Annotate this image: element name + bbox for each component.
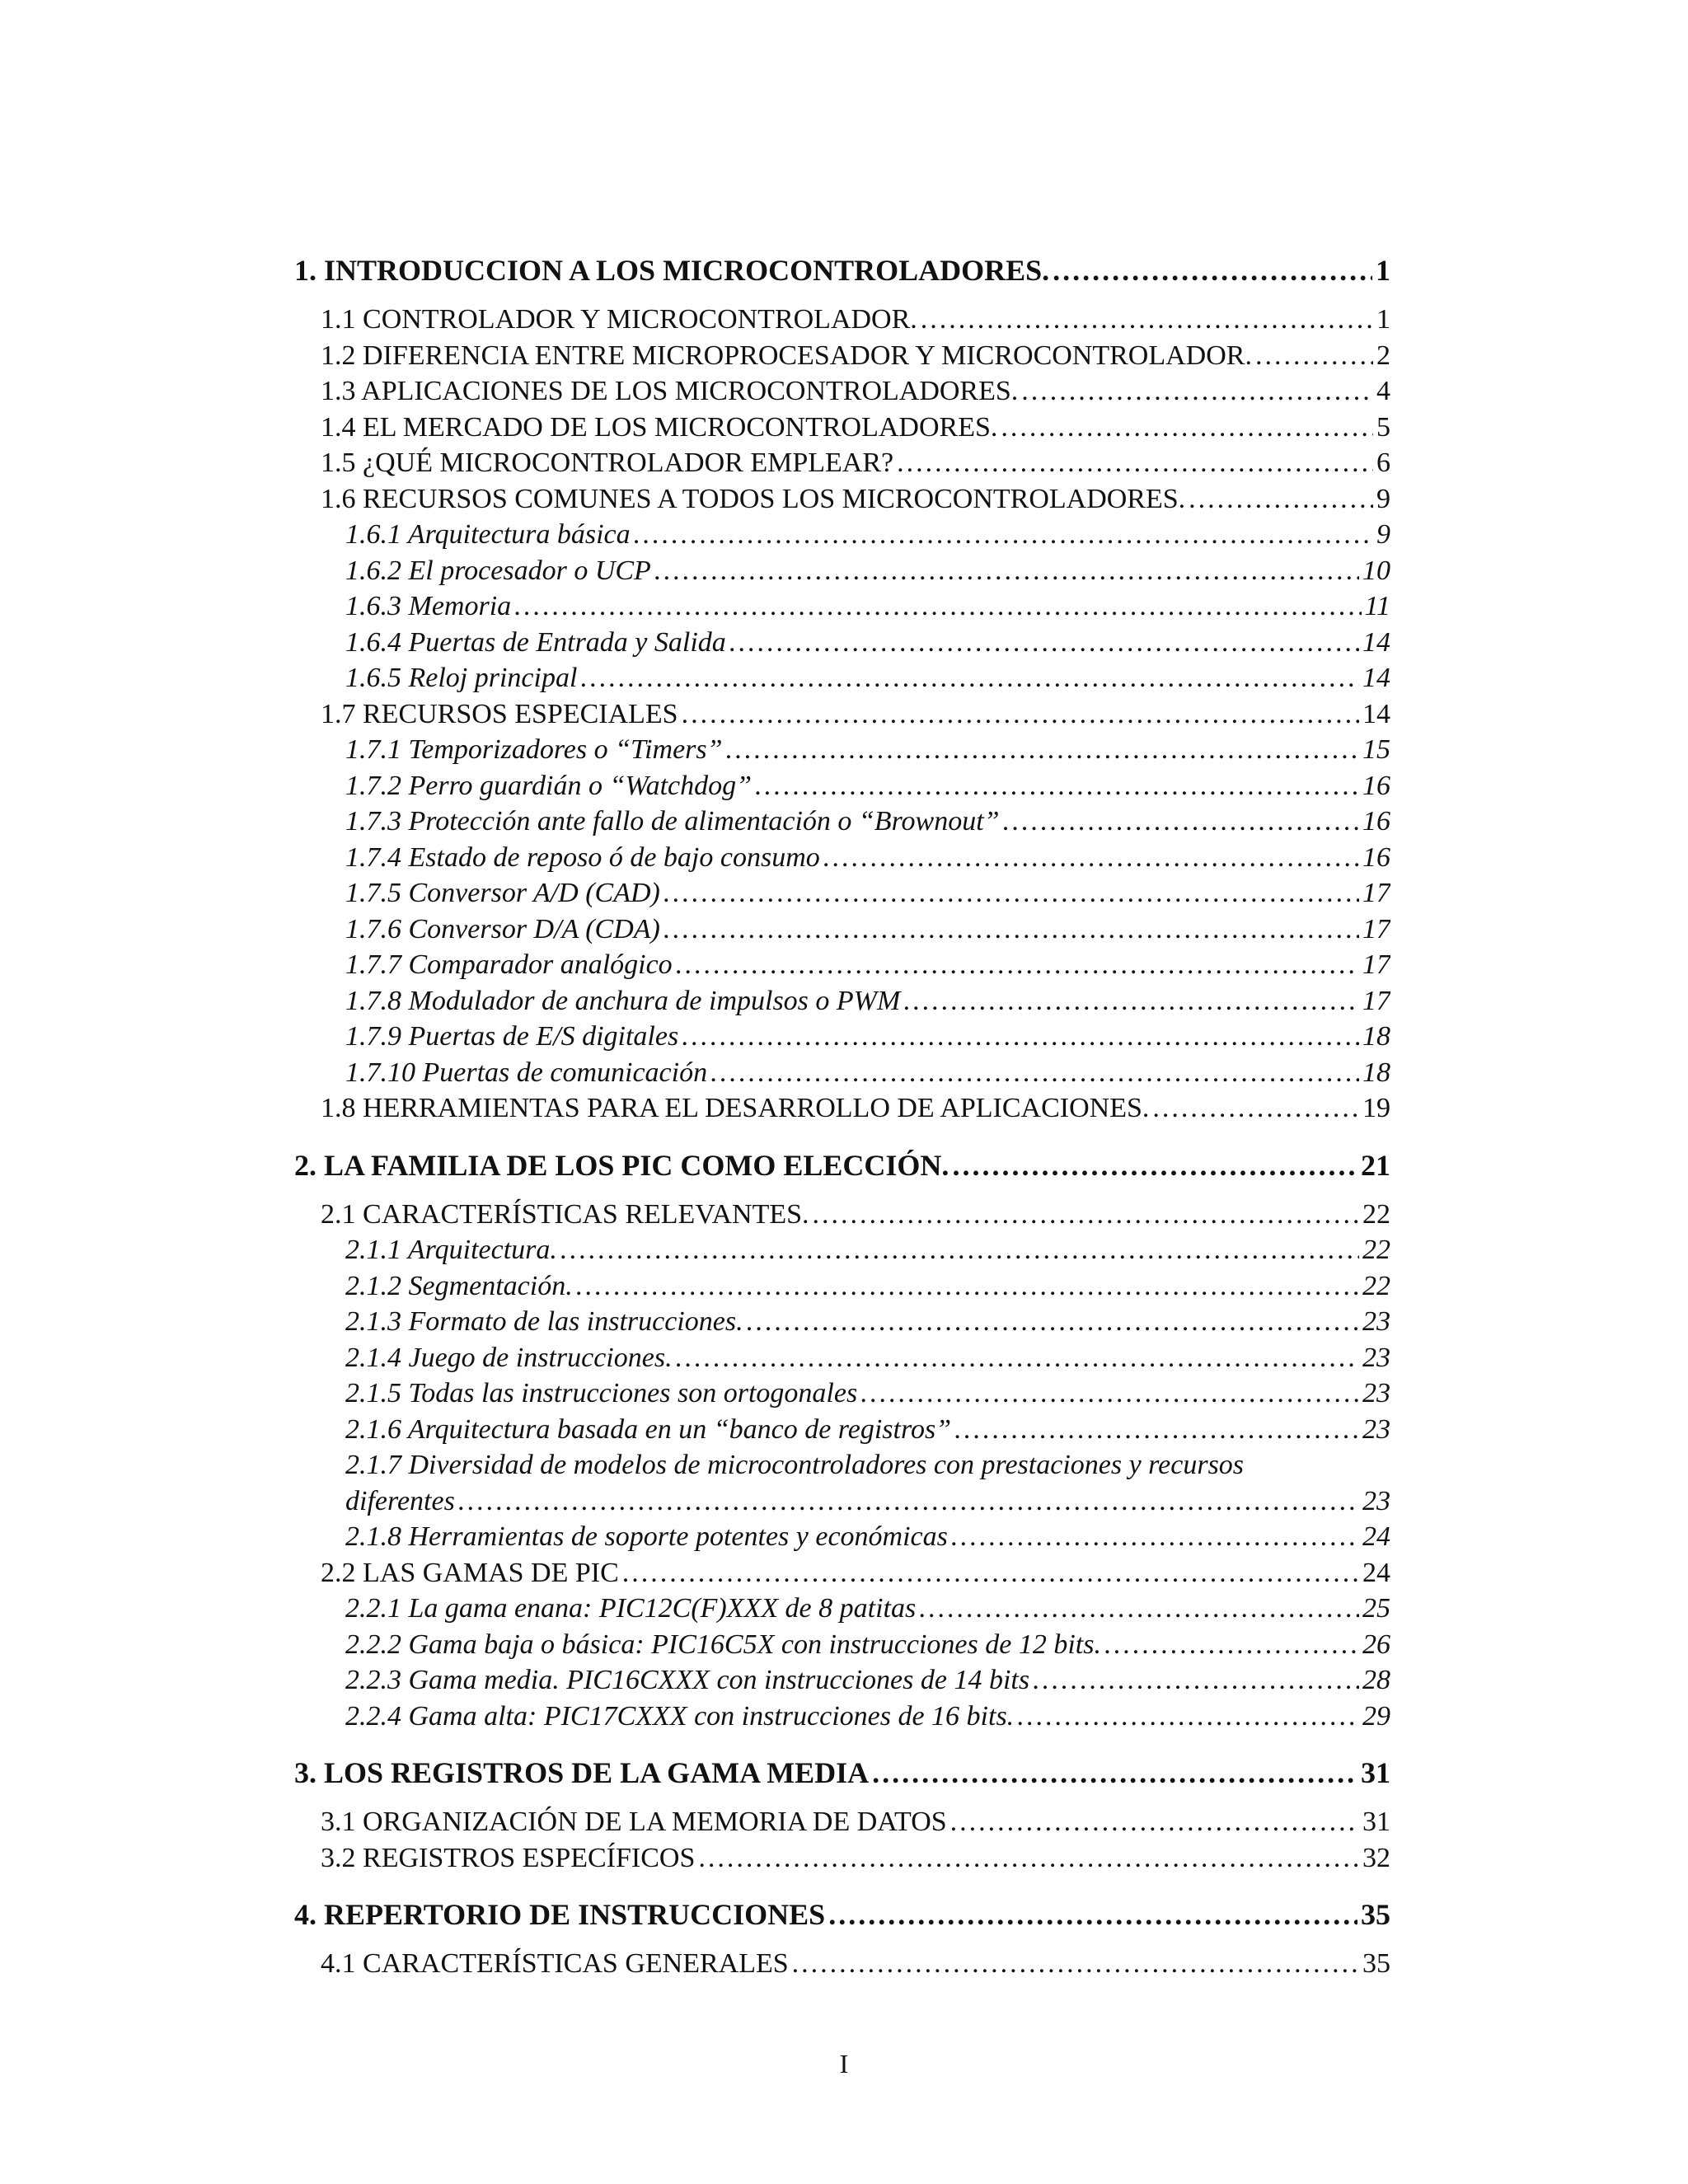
toc-entry-label: 2.1.5 Todas las instrucciones son ortogonales bbox=[345, 1378, 858, 1408]
dot-leader bbox=[919, 1591, 1359, 1627]
toc-page-number: 26 bbox=[1362, 1629, 1390, 1660]
toc-page-number: 22 bbox=[1362, 1198, 1390, 1230]
toc-page-number: 22 bbox=[1362, 1270, 1390, 1301]
page-number: I bbox=[839, 2049, 849, 2079]
dot-leader bbox=[813, 1197, 1359, 1233]
toc-page-number: 9 bbox=[1376, 483, 1390, 514]
toc-page-number: 6 bbox=[1376, 448, 1390, 478]
toc-section-initial: ¿Q bbox=[363, 448, 396, 478]
toc-section-number: 1.4 bbox=[321, 411, 363, 443]
toc-section[interactable] bbox=[294, 1840, 1390, 1877]
toc-page-number: 31 bbox=[1362, 1807, 1390, 1837]
dot-leader bbox=[1152, 1090, 1359, 1127]
dot-leader bbox=[755, 768, 1359, 804]
dot-leader bbox=[710, 1055, 1359, 1091]
toc-entry-label bbox=[321, 1090, 1152, 1127]
dot-leader bbox=[676, 1340, 1359, 1376]
toc-entry-label: 2.2.3 Gama media. PIC16CXXX con instrucciones de 14 bits bbox=[345, 1665, 1030, 1695]
toc-page-number: 22 bbox=[1362, 1235, 1390, 1265]
toc-section-title: ONTROLADOR Y MICROCONTROLADOR. bbox=[381, 304, 917, 335]
toc-section[interactable] bbox=[294, 373, 1390, 410]
toc-subsection[interactable] bbox=[294, 1519, 1390, 1555]
toc-entry-label: 2.1.8 Herramientas de soporte potentes y económicas bbox=[345, 1521, 948, 1552]
toc-entry-label: 2. LA FAMILIA DE LOS PIC COMO ELECCIÓN. bbox=[294, 1148, 950, 1182]
toc-page-number: 23 bbox=[1362, 1342, 1390, 1373]
toc-entry-label: diferentes bbox=[345, 1485, 455, 1516]
toc-subsection[interactable] bbox=[294, 1627, 1390, 1663]
toc-section[interactable] bbox=[294, 1197, 1390, 1233]
toc-page-number: 17 bbox=[1362, 949, 1390, 980]
toc-subsection[interactable] bbox=[294, 1376, 1390, 1412]
toc-section-title: EGISTROS ESPECÍFICOS bbox=[381, 1842, 696, 1873]
toc-page-number: 23 bbox=[1362, 1485, 1390, 1516]
toc-section-number: 2.2 bbox=[321, 1557, 363, 1588]
toc-section[interactable] bbox=[294, 1090, 1390, 1127]
toc-page-number: 9 bbox=[1376, 519, 1390, 550]
dot-leader bbox=[676, 947, 1359, 983]
toc-entry-label: 1.6.5 Reloj principal bbox=[345, 663, 578, 693]
toc-subsection[interactable] bbox=[294, 625, 1390, 661]
toc-page-number: 2 bbox=[1376, 340, 1390, 371]
toc-section[interactable] bbox=[294, 1555, 1390, 1591]
toc-section-title: ARACTERÍSTICAS GENERALES bbox=[381, 1948, 789, 1979]
toc-entry-label: 2.1.2 Segmentación. bbox=[345, 1270, 573, 1301]
dot-leader bbox=[954, 1412, 1359, 1448]
toc-page-number: 14 bbox=[1362, 626, 1390, 658]
dot-leader bbox=[1189, 481, 1373, 518]
toc-entry-label: 1.6.2 El procesador o UCP bbox=[345, 555, 651, 586]
toc-subsection[interactable] bbox=[294, 983, 1390, 1019]
toc-page-number: 32 bbox=[1362, 1842, 1390, 1873]
dot-leader bbox=[682, 1019, 1359, 1055]
toc-entry-label bbox=[321, 373, 1021, 410]
toc-section[interactable] bbox=[294, 338, 1390, 374]
toc-page-number: 5 bbox=[1376, 411, 1390, 443]
toc-subsection[interactable] bbox=[294, 840, 1390, 876]
toc-section-initial: H bbox=[363, 1093, 383, 1123]
toc-section-number: 1.3 bbox=[321, 376, 362, 406]
toc-page-number: 23 bbox=[1362, 1413, 1390, 1445]
toc-entry-label: 2.1.3 Formato de las instrucciones. bbox=[345, 1306, 743, 1337]
toc-section-number: 1.7 RECURSOS ESPECIALES bbox=[321, 698, 678, 729]
dot-leader bbox=[634, 517, 1373, 553]
dot-leader bbox=[698, 1840, 1359, 1877]
toc-section[interactable] bbox=[294, 445, 1390, 481]
toc-entry-label: 1.7.5 Conversor A/D (CAD) bbox=[345, 878, 660, 908]
toc-entry-label: 1.6.4 Puertas de Entrada y Salida bbox=[345, 626, 726, 658]
toc-entry-label: 1.7.3 Protección ante fallo de alimentación o “Brownout” bbox=[345, 806, 1000, 837]
dot-leader bbox=[952, 1147, 1357, 1183]
toc-entry-wrapped-line[interactable] bbox=[294, 1447, 1390, 1483]
toc-entry-label: 1.7.7 Comparador analógico bbox=[345, 949, 673, 980]
toc-entry-label: 1.7.10 Puertas de comunicación bbox=[345, 1057, 708, 1088]
toc-page-number: 29 bbox=[1362, 1700, 1390, 1732]
toc-entry-label: 2.1.1 Arquitectura. bbox=[345, 1235, 557, 1265]
toc-entry-label bbox=[321, 1804, 950, 1840]
dot-leader bbox=[560, 1232, 1359, 1268]
toc-section[interactable] bbox=[294, 696, 1390, 733]
toc-section-number: 2.1 bbox=[321, 1198, 363, 1230]
toc-entry-label: 2.2.2 Gama baja o básica: PIC16C5X con instrucciones de 12 bits. bbox=[345, 1629, 1101, 1660]
toc-page-number: 23 bbox=[1362, 1378, 1390, 1408]
toc-section-title: IFERENCIA ENTRE MICROPROCESADOR Y MICROCONTROLADOR. bbox=[382, 340, 1252, 371]
dot-leader bbox=[580, 660, 1359, 696]
toc-section-number: 1.6 bbox=[321, 483, 363, 514]
toc-subsection[interactable] bbox=[294, 768, 1390, 804]
toc-section-title: PLICACIONES DE LOS MICROCONTROLADORES. bbox=[381, 376, 1019, 406]
toc-section-initial: R bbox=[363, 483, 382, 514]
toc-page-number: 14 bbox=[1362, 698, 1390, 729]
toc-section-number: 3.2 bbox=[321, 1842, 363, 1873]
toc-entry-label: 1.6.3 Memoria bbox=[345, 591, 512, 621]
toc-subsection[interactable] bbox=[294, 588, 1390, 625]
dot-leader bbox=[622, 1555, 1359, 1591]
toc-chapter[interactable] bbox=[294, 1755, 1390, 1791]
toc-entry-label bbox=[321, 696, 682, 733]
dot-leader bbox=[747, 1304, 1359, 1340]
toc-section-initial: R bbox=[363, 1842, 382, 1873]
dot-leader bbox=[903, 983, 1359, 1019]
toc-chapter[interactable] bbox=[294, 252, 1390, 288]
dot-leader bbox=[458, 1483, 1359, 1520]
toc-page-number: 18 bbox=[1362, 1021, 1390, 1052]
toc-section[interactable] bbox=[294, 410, 1390, 446]
toc-entry-label: 1.7.6 Conversor D/A (CDA) bbox=[345, 913, 660, 944]
toc-section-number: 3.1 bbox=[321, 1807, 363, 1837]
toc-subsection[interactable] bbox=[294, 1268, 1390, 1305]
toc-entry-label: 1.7.8 Modulador de anchura de impulsos o PWM bbox=[345, 985, 901, 1016]
toc-entry-label: 1. INTRODUCCION A LOS MICROCONTROLADORES. bbox=[294, 254, 1050, 287]
dot-leader bbox=[663, 912, 1359, 948]
toc-subsection[interactable] bbox=[294, 875, 1390, 912]
toc-subsection[interactable] bbox=[294, 1055, 1390, 1091]
toc-subsection[interactable] bbox=[294, 732, 1390, 768]
toc-page-number: 17 bbox=[1362, 985, 1390, 1016]
dot-leader bbox=[1001, 410, 1373, 446]
toc-entry-label: 2.1.7 Diversidad de modelos de microcontroladores con prestaciones y recursos bbox=[345, 1450, 1245, 1480]
toc-section-number: 1.5 bbox=[321, 448, 363, 478]
toc-page-number: 18 bbox=[1362, 1057, 1390, 1088]
toc-section-title: AS GAMAS DE bbox=[379, 1557, 575, 1588]
dot-leader bbox=[860, 1376, 1359, 1412]
toc-section-initial: C bbox=[363, 1198, 382, 1230]
toc-page-number: 28 bbox=[1362, 1665, 1390, 1695]
toc-section[interactable] bbox=[294, 481, 1390, 518]
toc-page-number: 35 bbox=[1361, 1898, 1390, 1931]
toc-page-number: 17 bbox=[1362, 878, 1390, 908]
toc-subsection[interactable] bbox=[294, 1662, 1390, 1699]
toc-section-number: 1.2 bbox=[321, 340, 363, 371]
dot-leader bbox=[792, 1946, 1359, 1982]
toc-section-initial: C bbox=[363, 1948, 382, 1979]
toc-subsection[interactable] bbox=[294, 1304, 1390, 1340]
toc-section-title: ECURSOS COMUNES A TODOS LOS MICROCONTROLADORES. bbox=[381, 483, 1186, 514]
toc-entry-label: 1.7.4 Estado de reposo ó de bajo consumo bbox=[345, 841, 820, 873]
toc-subsection[interactable] bbox=[294, 804, 1390, 840]
toc-page-number: 23 bbox=[1362, 1306, 1390, 1337]
toc-section-title-tail: PIC bbox=[574, 1557, 619, 1588]
toc-entry-label: 1.7.1 Temporizadores o “Timers” bbox=[345, 734, 723, 765]
dot-leader bbox=[1021, 373, 1373, 410]
toc-entry-label bbox=[321, 410, 1001, 446]
toc-page-number: 16 bbox=[1362, 806, 1390, 837]
toc-subsection[interactable] bbox=[294, 553, 1390, 589]
toc-chapter[interactable] bbox=[294, 1896, 1390, 1933]
toc-page-number: 1 bbox=[1376, 254, 1390, 287]
toc-section-title: RGANIZACIÓN DE LA MEMORIA DE DATOS bbox=[382, 1807, 947, 1837]
toc-page-number: 1 bbox=[1376, 304, 1390, 335]
toc-section-initial: L bbox=[363, 1557, 380, 1588]
toc-page-number: 10 bbox=[1362, 555, 1390, 586]
toc-entry-label bbox=[321, 1197, 813, 1233]
toc-page-number: 31 bbox=[1361, 1756, 1390, 1789]
toc-entry-label: 2.2.1 La gama enana: PIC12C(F)XXX de 8 patitas bbox=[345, 1593, 917, 1624]
toc-page-number: 16 bbox=[1362, 841, 1390, 873]
toc-section-number: 1.1 bbox=[321, 304, 363, 335]
toc-section-initial: E bbox=[363, 411, 380, 443]
toc-entry-label: 1.7.2 Perro guardián o “Watchdog” bbox=[345, 770, 753, 801]
toc-section-number: 4.1 bbox=[321, 1948, 363, 1979]
toc-page-number: 35 bbox=[1362, 1948, 1390, 1979]
toc-page-number: 4 bbox=[1376, 376, 1390, 406]
toc-subsection[interactable] bbox=[294, 1483, 1390, 1520]
toc-entry-label: 2.1.4 Juego de instrucciones. bbox=[345, 1342, 673, 1373]
toc-section[interactable] bbox=[294, 1804, 1390, 1840]
toc-section-initial: A bbox=[361, 376, 382, 406]
toc-subsection[interactable] bbox=[294, 1412, 1390, 1448]
toc-subsection[interactable] bbox=[294, 1019, 1390, 1055]
toc-section-initial: O bbox=[363, 1807, 383, 1837]
dot-leader bbox=[729, 625, 1359, 661]
toc-subsection[interactable] bbox=[294, 1232, 1390, 1268]
toc-subsection[interactable] bbox=[294, 947, 1390, 983]
toc-page-number: 19 bbox=[1362, 1093, 1390, 1123]
dot-leader bbox=[1003, 804, 1359, 840]
toc-entry-label bbox=[321, 445, 897, 481]
toc-subsection[interactable] bbox=[294, 1699, 1390, 1735]
toc-entry-label: 2.2.4 Gama alta: PIC17CXXX con instrucciones de 16 bits. bbox=[345, 1700, 1015, 1732]
toc-page-number: 24 bbox=[1362, 1557, 1390, 1588]
dot-leader bbox=[897, 445, 1373, 481]
toc-entry-label: 4. REPERTORIO DE INSTRUCCIONES bbox=[294, 1898, 826, 1931]
toc-entry-label bbox=[321, 338, 1255, 374]
toc-entry-label bbox=[321, 1555, 622, 1591]
dot-leader bbox=[654, 553, 1359, 589]
toc-page-number: 16 bbox=[1362, 770, 1390, 801]
toc-entry-label: 3. LOS REGISTROS DE LA GAMA MEDIA bbox=[294, 1756, 870, 1789]
toc-entry-label bbox=[321, 1840, 698, 1877]
dot-leader bbox=[872, 1755, 1357, 1791]
toc-page-number: 24 bbox=[1362, 1521, 1390, 1552]
toc-entry-label bbox=[321, 481, 1189, 518]
dot-leader bbox=[828, 1896, 1357, 1933]
dot-leader bbox=[514, 588, 1361, 625]
toc-subsection[interactable] bbox=[294, 912, 1390, 948]
dot-leader bbox=[951, 1519, 1359, 1555]
toc-page-number: 17 bbox=[1362, 913, 1390, 944]
dot-leader bbox=[1104, 1627, 1359, 1663]
dot-leader bbox=[663, 875, 1359, 912]
toc-section-initial: D bbox=[363, 340, 383, 371]
toc-page-number: 14 bbox=[1362, 663, 1390, 693]
toc-entry-label: 2.1.6 Arquitectura basada en un “banco de registros” bbox=[345, 1413, 952, 1445]
toc-entry-label bbox=[321, 1946, 792, 1982]
toc-page-number: 25 bbox=[1362, 1593, 1390, 1624]
dot-leader bbox=[682, 696, 1359, 733]
dot-leader bbox=[921, 302, 1373, 338]
table-of-contents bbox=[294, 252, 1390, 1982]
dot-leader bbox=[1017, 1699, 1359, 1735]
toc-section[interactable] bbox=[294, 1946, 1390, 1982]
toc-section-title: ARACTERÍSTICAS RELEVANTES. bbox=[381, 1198, 809, 1230]
toc-entry-label: 1.7.9 Puertas de E/S digitales bbox=[345, 1021, 679, 1052]
toc-entry-label bbox=[321, 302, 921, 338]
toc-section-number: 1.8 bbox=[321, 1093, 363, 1123]
dot-leader bbox=[1255, 338, 1373, 374]
toc-section-initial: C bbox=[363, 304, 382, 335]
toc-subsection[interactable] bbox=[294, 517, 1390, 553]
toc-page-number: 21 bbox=[1361, 1148, 1390, 1182]
toc-subsection[interactable] bbox=[294, 1340, 1390, 1376]
toc-subsection[interactable] bbox=[294, 660, 1390, 696]
dot-leader bbox=[726, 732, 1359, 768]
toc-chapter[interactable] bbox=[294, 1147, 1390, 1183]
toc-section-title: L MERCADO DE LOS MICROCONTROLADORES. bbox=[379, 411, 998, 443]
toc-section[interactable] bbox=[294, 302, 1390, 338]
toc-page-number: 15 bbox=[1362, 734, 1390, 765]
dot-leader bbox=[576, 1268, 1359, 1305]
dot-leader bbox=[1053, 252, 1372, 288]
toc-subsection[interactable] bbox=[294, 1591, 1390, 1627]
dot-leader bbox=[823, 840, 1359, 876]
toc-section-title: ERRAMIENTAS PARA EL DESARROLLO DE APLICACIONES. bbox=[382, 1093, 1150, 1123]
dot-leader bbox=[1033, 1662, 1359, 1699]
toc-entry-label: 1.6.1 Arquitectura básica bbox=[345, 519, 631, 550]
toc-page-number: 11 bbox=[1364, 591, 1390, 621]
dot-leader bbox=[950, 1804, 1359, 1840]
toc-section-title: UÉ MICROCONTROLADOR EMPLEAR? bbox=[395, 448, 894, 478]
